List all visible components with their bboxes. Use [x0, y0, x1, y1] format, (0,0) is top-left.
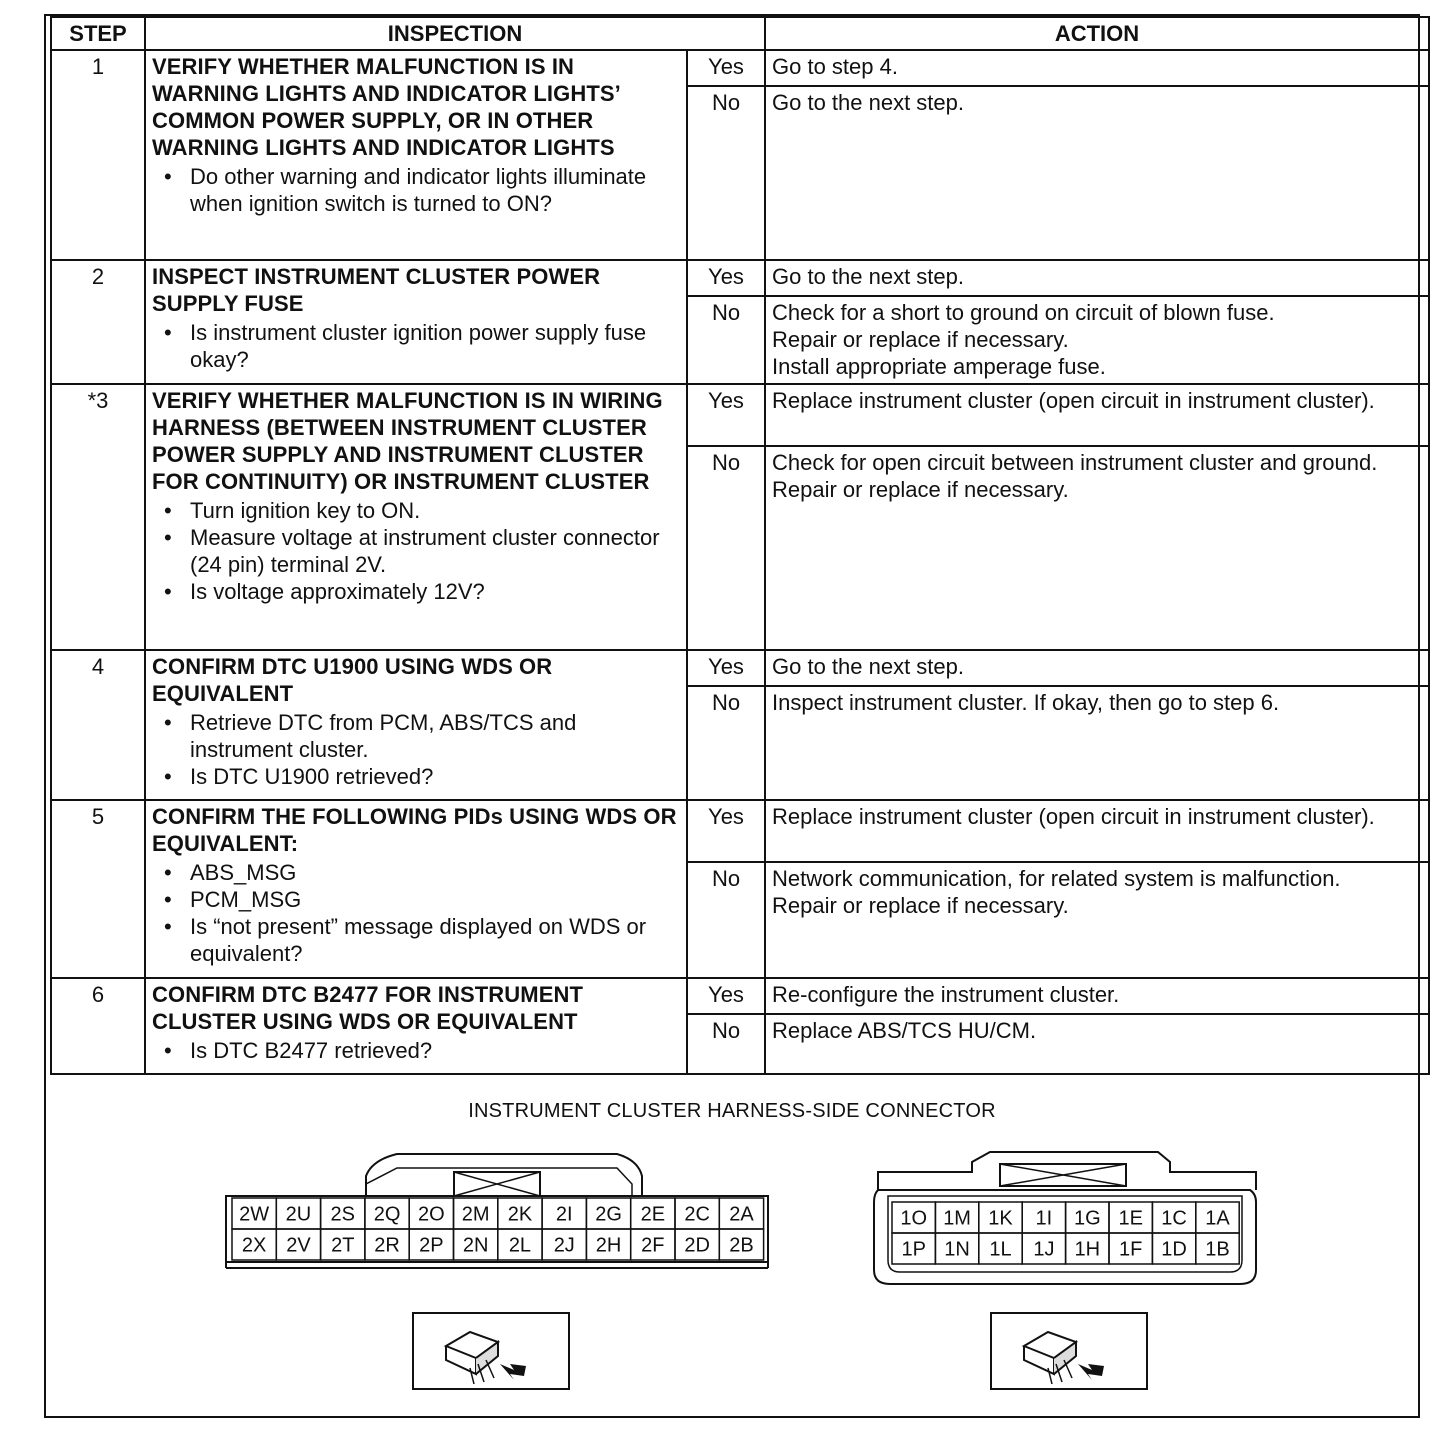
pin-label: 2D: [684, 1234, 710, 1257]
no-label: No: [687, 1014, 765, 1074]
no-label: No: [687, 86, 765, 260]
pin-label: 1L: [989, 1238, 1012, 1261]
pin-label: 1P: [901, 1238, 926, 1261]
header-action: ACTION: [765, 17, 1429, 50]
check-item: • Do other warning and indicator lights illuminate when ignition switch is turned to ON?: [190, 163, 680, 217]
pin-label: 1C: [1161, 1207, 1187, 1230]
action-line: Check for open circuit between instrument cluster and ground.: [772, 450, 1378, 475]
step-number: 4: [51, 650, 145, 800]
inspection-cell: [145, 260, 687, 384]
step-number: 2: [51, 260, 145, 384]
inspection-title: CONFIRM DTC B2477 FOR INSTRUMENT CLUSTER USING WDS OR EQUIVALENT: [152, 982, 583, 1034]
check-item: • ABS_MSG: [190, 859, 680, 886]
pin-label: 1K: [988, 1207, 1013, 1230]
inspection-cell: [145, 800, 687, 978]
no-label: No: [687, 446, 765, 650]
connector-16pin: [870, 1142, 1260, 1292]
yes-action: [765, 50, 1429, 86]
pin-label: 1H: [1074, 1238, 1101, 1261]
check-item: • Retrieve DTC from PCM, ABS/TCS and instrument cluster.: [190, 709, 680, 763]
check-item: • Is DTC U1900 retrieved?: [190, 763, 680, 790]
header-inspection: INSPECTION: [145, 17, 765, 50]
action-line: Go to the next step.: [772, 654, 965, 679]
action-line: Go to step 4.: [772, 54, 898, 79]
no-action: [765, 296, 1429, 384]
action-line: Network communication, for related system is malfunction.: [772, 866, 1341, 891]
pin-label: 2V: [286, 1234, 311, 1257]
pin-label: 1I: [1035, 1207, 1053, 1230]
pin-label: 2A: [729, 1203, 754, 1226]
action-line: Check for a short to ground on circuit of blown fuse.: [772, 300, 1275, 325]
diagnostic-table: [50, 16, 1430, 1075]
connector-section: [46, 1076, 1418, 1416]
step-row: [51, 650, 1429, 686]
yes-action: [765, 650, 1429, 686]
yes-action: [765, 800, 1429, 862]
check-item: • Is voltage approximately 12V?: [190, 578, 680, 605]
check-list: [152, 163, 680, 217]
pin-label: 1G: [1073, 1207, 1101, 1230]
step-row: [51, 978, 1429, 1014]
action-line: Go to the next step.: [772, 90, 965, 115]
check-list: [152, 497, 680, 605]
pin-label: 1A: [1205, 1207, 1230, 1230]
yes-action: [765, 260, 1429, 296]
action-line: Re-configure the instrument cluster.: [772, 982, 1120, 1007]
header-step: STEP: [51, 17, 145, 50]
yes-label: Yes: [687, 978, 765, 1014]
pin-label: 2N: [462, 1234, 489, 1257]
action-line: Go to the next step.: [772, 264, 965, 289]
check-list: [152, 1037, 680, 1064]
check-list: [152, 709, 680, 790]
pin-label: 2K: [507, 1203, 533, 1226]
check-list: [152, 859, 680, 967]
pin-label: 2X: [241, 1234, 267, 1257]
step-number: 5: [51, 800, 145, 978]
connector-view-icon: [990, 1312, 1150, 1392]
action-line: Replace ABS/TCS HU/CM.: [772, 1018, 1037, 1043]
header-row: [51, 17, 1429, 50]
pin-label: 2I: [555, 1203, 573, 1226]
inspection-title: CONFIRM DTC U1900 USING WDS OR EQUIVALENT: [152, 654, 553, 706]
pin-label: 1O: [900, 1207, 928, 1230]
pin-label: 2S: [330, 1203, 355, 1226]
check-list: [152, 319, 680, 373]
inspection-title: VERIFY WHETHER MALFUNCTION IS IN WIRING HARNESS (BETWEEN INSTRUMENT CLUSTER POWER SUPPLY AND INSTRUMENT CLUSTER FOR CONTINUITY) OR INSTRUMENT CLUSTER: [152, 388, 663, 494]
pin-label: 2T: [331, 1234, 355, 1257]
pin-label: 2R: [374, 1234, 400, 1257]
pin-label: 2J: [553, 1234, 575, 1257]
inspection-cell: [145, 978, 687, 1074]
pin-label: 2F: [641, 1234, 665, 1257]
step-number: 6: [51, 978, 145, 1074]
action-line: Replace instrument cluster (open circuit in instrument cluster).: [772, 388, 1375, 413]
check-item: • Is DTC B2477 retrieved?: [190, 1037, 680, 1064]
action-line: Inspect instrument cluster. If okay, then go to step 6.: [772, 690, 1280, 715]
pin-label: 2O: [418, 1203, 445, 1226]
pin-label: 2M: [461, 1203, 490, 1226]
step-row: [51, 260, 1429, 296]
pin-label: 2H: [595, 1234, 622, 1257]
action-line: Repair or replace if necessary.: [772, 327, 1069, 352]
yes-action: [765, 978, 1429, 1014]
pin-label: 1D: [1161, 1238, 1187, 1261]
yes-label: Yes: [687, 260, 765, 296]
pin-label: 1F: [1119, 1238, 1143, 1261]
no-action: [765, 86, 1429, 260]
no-action: [765, 446, 1429, 650]
step-row: [51, 800, 1429, 862]
no-action: [765, 862, 1429, 978]
inspection-title: CONFIRM THE FOLLOWING PIDs USING WDS OR EQUIVALENT:: [152, 804, 677, 856]
check-item: • Turn ignition key to ON.: [190, 497, 680, 524]
pin-label: 2P: [419, 1234, 444, 1257]
no-action: [765, 686, 1429, 800]
inspection-title: INSPECT INSTRUMENT CLUSTER POWER SUPPLY FUSE: [152, 264, 601, 316]
step-row: [51, 50, 1429, 86]
yes-label: Yes: [687, 800, 765, 862]
connector-title: INSTRUMENT CLUSTER HARNESS-SIDE CONNECTOR: [468, 1100, 996, 1122]
check-item: • Is “not present” message displayed on WDS or equivalent?: [190, 913, 680, 967]
action-line: Repair or replace if necessary.: [772, 893, 1069, 918]
no-label: No: [687, 686, 765, 800]
pin-label: 2B: [729, 1234, 754, 1257]
pin-label: 1N: [944, 1238, 970, 1261]
pin-label: 1B: [1205, 1238, 1230, 1261]
inspection-cell: [145, 650, 687, 800]
inspection-cell: [145, 384, 687, 650]
check-item: • Is instrument cluster ignition power supply fuse okay?: [190, 319, 680, 373]
check-item: • Measure voltage at instrument cluster connector (24 pin) terminal 2V.: [190, 524, 680, 578]
action-line: Replace instrument cluster (open circuit in instrument cluster).: [772, 804, 1375, 829]
pin-label: 1M: [943, 1207, 971, 1230]
yes-label: Yes: [687, 50, 765, 86]
pin-label: 2G: [595, 1203, 622, 1226]
no-action: [765, 1014, 1429, 1074]
pin-label: 2Q: [373, 1203, 401, 1226]
pin-label: 1J: [1033, 1238, 1055, 1261]
step-row: [51, 384, 1429, 446]
pin-label: 2C: [684, 1203, 710, 1226]
connector-24pin: [222, 1142, 772, 1272]
connector-view-icon: [412, 1312, 572, 1392]
step-number: *3: [51, 384, 145, 650]
pin-label: 2W: [239, 1203, 270, 1226]
pin-label: 2U: [285, 1203, 312, 1226]
inspection-title: VERIFY WHETHER MALFUNCTION IS IN WARNING LIGHTS AND INDICATOR LIGHTS’ COMMON POWER SUPPLY, OR IN OTHER WARNING LIGHTS AND INDICATOR LIGHTS: [152, 54, 620, 160]
yes-label: Yes: [687, 650, 765, 686]
pin-label: 2E: [640, 1203, 666, 1226]
no-label: No: [687, 296, 765, 384]
yes-label: Yes: [687, 384, 765, 446]
action-line: Repair or replace if necessary.: [772, 477, 1069, 502]
inspection-cell: [145, 50, 687, 260]
yes-action: [765, 384, 1429, 446]
action-line: Install appropriate amperage fuse.: [772, 354, 1106, 379]
no-label: No: [687, 862, 765, 978]
check-item: • PCM_MSG: [190, 886, 680, 913]
step-number: 1: [51, 50, 145, 260]
pin-label: 1E: [1118, 1207, 1143, 1230]
pin-label: 2L: [508, 1234, 532, 1257]
